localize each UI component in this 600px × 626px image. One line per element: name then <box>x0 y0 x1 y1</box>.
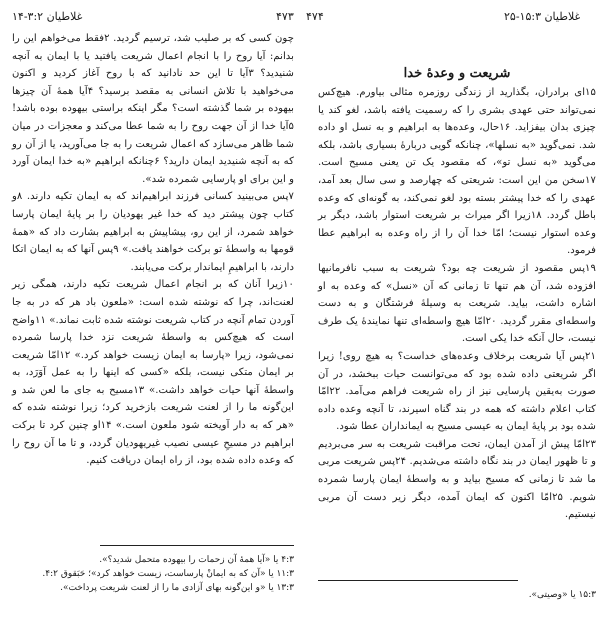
paragraph: چون کسی که بر صلیب شد، ترسیم گردید. ۲فقط می‌خواهم این را بدانم: آیا روح را با انجام اعمال شریعت یافتید یا با ایمان به آنچه شنیدید؟ ۳آیا تا این حد نادانید که با روح آغاز کردید و اکنون می‌خواهید با تلاش انسانی به مقصد برسید؟ ۴آیا همهٔ آن چیزها بیهوده بر شما گذشته است؟ مگر اینکه براستی بیهوده بوده باشد! ۵آیا خدا از آن جهت روح را به شما عطا می‌کند و معجزات در میان شما ظاهر می‌سازد که اعمال شریعت را به جا می‌آورید، یا از آن رو که به آنچه شنیدید ایمان دارید؟ ۶چنانکه ابراهیم «به خدا ایمان آورد و این برای او پارسایی شمرده شد». <box>12 33 295 185</box>
paragraph: ۱۹پس مقصود از شریعت چه بود؟ شریعت به سبب نافرمانیها افزوده شد، آن هم تنها تا زمانی که آن «نسل» که وعده به او اشاره داشت، بیاید. شریعت به وسیلهٔ فرشتگان و به دست واسطه‌ای مقرر گردید. ۲۰امّا هیچ واسطه‌ای تنها نمایندهٔ یک طرف نیست، حال آنکه خدا یکی است. <box>318 262 596 345</box>
paragraph: ۷پس می‌بینید کسانی فرزند ابراهیم‌اند که به ایمان تکیه دارند. ۸و کتاب چون پیشتر دید که خدا غیر یهودیان را بر پایهٔ ایمان پارسا خواهد شمرد، از این رو، پیشاپیش به ابراهیم بشارت داد که «همهٔ قومها به واسطهٔ تو برکت خواهند یافت.» ۹پس آنها که به ایمان اتکا دارند، با ابراهیمِ ایماندار برکت می‌یابند. <box>12 191 294 273</box>
right-body-text <box>318 84 596 524</box>
left-footnotes <box>12 553 294 595</box>
section-title: شریعت و وعدهٔ خدا <box>403 66 511 81</box>
paragraph: ۱۰زیرا آنان که بر انجام اعمال شریعت تکیه دارند، همگی زیر لعنت‌اند، چرا که نوشته شده است: «ملعون باد هر که در به جا آوردن تمام آنچه در کتاب شریعت نوشته شده ثابت نماند.» ۱۱واضح است که هیچ‌کس به واسطهٔ شریعت نزد خدا پارسا شمرده نمی‌شود، زیرا «پارسا به ایمان زیست خواهد کرد.» ۱۲امّا شریعت بر ایمان متکی نیست، بلکه «کسی که اینها را به عمل آوَرَد، به واسطهٔ آنها حیات خواهد داشت.» ۱۳مسیح به جای ما لعن شد و این‌گونه ما را از لعنت شریعت بازخرید کرد؛ زیرا نوشته شده که «هر که به دار آویخته شود ملعون است.» ۱۴او چنین کرد تا برکت ابراهیم در مسیحِ عیسی نصیب غیریهودیان گردد، و تا ما آن روح را که وعده داده شده بود، از راه ایمان دریافت کنیم. <box>12 279 295 467</box>
footnote: ۱۱:۳ یا «آن که به ایمانْ پارساست، زیست خواهد کرد»؛ حَبَقوق ۴:۲. <box>42 569 294 579</box>
footnote: ۴:۳ یا «آیا همهٔ آن زحمات را بیهوده متحمل شدید؟». <box>99 555 294 565</box>
paragraph: ۱۵ای برادران، بگذارید از زندگی روزمره مثالی بیاورم. هیچ‌کس نمی‌تواند حتی عهدی بشری را که رسمیت یافته باشد، لغو کند یا چیزی بدان بیفزاید. ۱۶حال، وعده‌ها به ابراهیم و به نسل او داده شد. نمی‌گوید «به نسلها»، چنانکه گویی دربارهٔ بسیاری باشد، بلکه می‌گوید «به نسل تو»، که مقصود یک تن یعنی مسیح است. ۱۷سخن من این است: شریعتی که چهارصد و سی سال بعد آمد، عهدی را که خدا پیشتر بسته بود لغو نمی‌کند، به گونه‌ای که وعده باطل گردد. ۱۸زیرا اگر میراث بر شریعت استوار باشد، دیگر بر وعده استوار نیست؛ امّا خدا آن را از راه وعده به ابراهیم عطا فرمود. <box>318 87 596 257</box>
left-body-paragraphs <box>12 30 294 470</box>
right-body-paragraphs <box>318 84 596 524</box>
footnote: ۱۳:۳ یا «و این‌گونه بهای آزادی ما را از لعنت شریعت پرداخت». <box>60 583 294 593</box>
right-footnote-rule <box>318 580 518 581</box>
left-footnote-rule <box>100 545 294 546</box>
footnote: ۱۵:۳ یا «وصیتی». <box>528 590 596 600</box>
left-page-number: ۴۷۳ <box>276 10 294 23</box>
right-header-title: غلاطیان ۱۵:۳-۲۵ <box>504 10 581 23</box>
paragraph: ۲۱پس آیا شریعت برخلاف وعده‌های خداست؟ به هیچ روی! زیرا اگر شریعتی داده شده بود که می‌توانست حیات ببخشد، در آن صورت به‌یقین پارسایی نیز از راه شریعت فراهم می‌آمد. ۲۲امّا کتاب اعلام داشته که همه در بند گناه اسیرند، تا آنچه وعده داده شده بود بر پایهٔ ایمان به عیسی مسیح به ایمانداران عطا شود. <box>318 350 596 433</box>
right-footnotes <box>318 588 596 602</box>
right-page-number: ۴۷۴ <box>306 10 324 23</box>
left-header-title: غلاطیان ۳:۲-۱۴ <box>12 10 83 23</box>
left-body-text <box>12 30 294 470</box>
paragraph: ۲۳امّا پیش از آمدن ایمان، تحت مراقبت شریعت به سر می‌بردیم و تا ظهور ایمان در بند نگاه داشته می‌شدیم. ۲۴پس شریعت مربی ما شد تا زمانی که مسیح بیاید و به واسطهٔ ایمان پارسا شمرده شویم. ۲۵امّا اکنون که ایمان آمده، دیگر زیر دست آن مربی نیستیم. <box>318 438 597 521</box>
